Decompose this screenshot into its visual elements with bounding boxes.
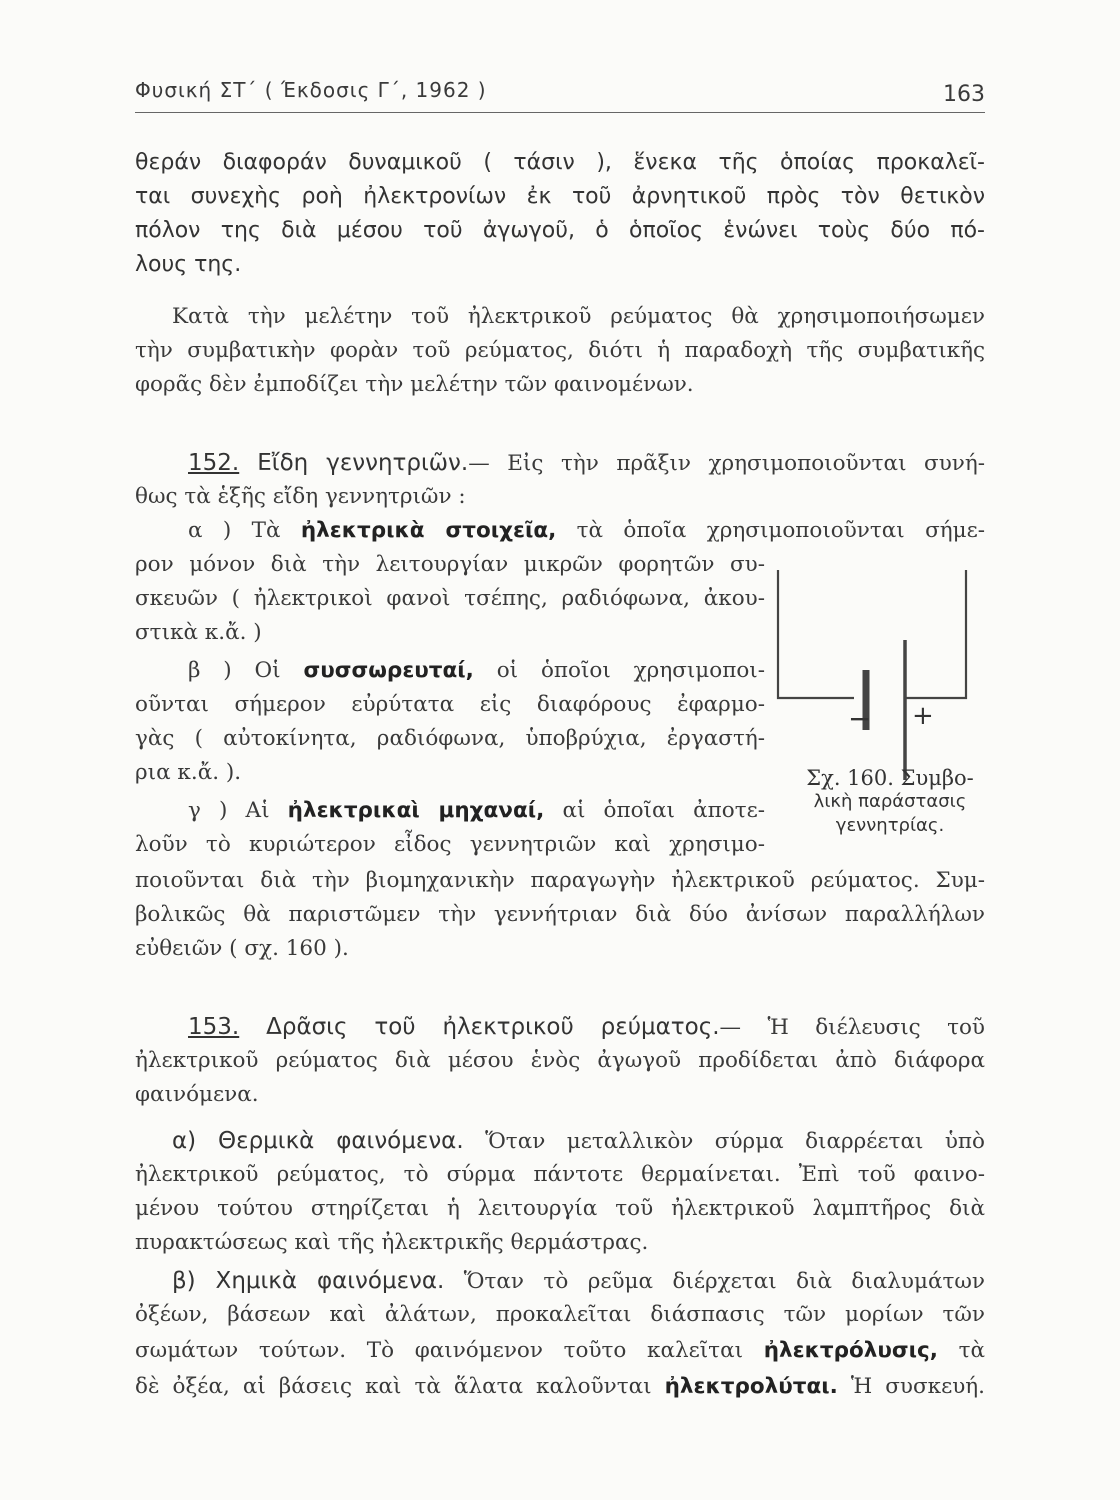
- text-line: λους της.: [135, 252, 242, 277]
- page-number: 163: [943, 82, 985, 107]
- caption-line: Σχ. 160. Συμβο-: [806, 766, 974, 790]
- text-line: ἠλεκτρικοῦ ρεύματος, τὸ σύρμα πάντοτε θερμαίνεται. Ἐπὶ τοῦ φαινο-: [135, 1162, 985, 1187]
- section-152-heading: [188, 448, 985, 479]
- electrolytes-line: [135, 1372, 985, 1402]
- text-line: στικὰ κ.ἄ. ): [135, 620, 262, 645]
- text-line: ται συνεχὴς ροὴ ἠλεκτρονίων ἐκ τοῦ ἀρνητικοῦ πρὸς τὸν θετικὸν: [135, 184, 985, 209]
- text-line: γὰς ( αὐτοκίνητα, ραδιόφωνα, ὑποβρύχια, ἐργαστή-: [135, 726, 765, 751]
- item-text: τὰ ὁποῖα χρησιμοποιοῦνται σήμε-: [576, 518, 985, 543]
- item-c-line: [188, 796, 765, 826]
- chemical-effects-line: [172, 1266, 985, 1297]
- item-label: α ) Τὰ: [188, 518, 281, 543]
- minus-sign: −: [848, 702, 872, 735]
- plus-sign: +: [912, 701, 934, 731]
- text-span: σωμάτων τούτων. Τὸ φαινόμενον τοῦτο καλεῖται: [135, 1338, 744, 1363]
- text-line: ἠλεκτρικοῦ ρεύματος διὰ μέσου ἑνὸς ἀγωγοῦ προδίδεται ἀπὸ διάφορα: [135, 1048, 985, 1073]
- section-number: 153.: [188, 1014, 240, 1040]
- item-text: αἱ ὁποῖαι ἀποτε-: [562, 798, 765, 823]
- generator-symbol-figure: [770, 560, 990, 790]
- text-line: φορᾶς δὲν ἐμποδίζει τὴν μελέτην τῶν φαινομένων.: [135, 372, 694, 397]
- right-wire: [905, 570, 966, 698]
- running-header: [135, 78, 985, 113]
- item-label: γ ) Αἱ: [188, 798, 270, 823]
- bold-term: ἠλεκτρικαὶ μηχαναί,: [287, 798, 545, 823]
- text-line: εὐθειῶν ( σχ. 160 ).: [135, 936, 349, 961]
- section-intro: — Εἰς τὴν πρᾶξιν χρησιμοποιοῦνται συνή-: [468, 451, 986, 476]
- text-line: φαινόμενα.: [135, 1082, 259, 1107]
- figure-caption: [790, 766, 990, 838]
- section-intro: — Ἡ διέλευσις τοῦ: [719, 1015, 985, 1040]
- text-line: ρια κ.ἄ. ).: [135, 760, 242, 785]
- thermal-effects-line: [172, 1126, 985, 1157]
- text-line: τὴν συμβατικὴν φορὰν τοῦ ρεύματος, διότι ἡ παραδοχὴ τῆς συμβατικῆς: [135, 338, 985, 363]
- text-line: σκευῶν ( ἠλεκτρικοὶ φανοὶ τσέπης, ραδιόφωνα, ἀκου-: [135, 586, 765, 611]
- section-title: Εἴδη γεννητριῶν.: [257, 450, 469, 476]
- subheading-text: Ὅταν τὸ ρεῦμα διέρχεται διὰ διαλυμάτων: [463, 1269, 985, 1294]
- text-span: Ἡ συσκευή.: [850, 1374, 986, 1399]
- section-title: Δρᾶσις τοῦ ἠλεκτρικοῦ ρεύματος.: [266, 1014, 720, 1040]
- left-wire: [778, 570, 854, 698]
- text-line: ρον μόνον διὰ τὴν λειτουργίαν μικρῶν φορητῶν συ-: [135, 552, 765, 577]
- text-line: μένου τούτου στηρίζεται ἡ λειτουργία τοῦ ἠλεκτρικοῦ λαμπτῆρος διὰ: [135, 1196, 985, 1221]
- subheading: β) Χημικὰ φαινόμενα.: [172, 1268, 445, 1294]
- section-number: 152.: [188, 450, 240, 476]
- text-line: θεράν διαφοράν δυναμικοῦ ( τάσιν ), ἕνεκα τῆς ὁποίας προκαλεῖ-: [135, 150, 985, 175]
- text-line: βολικῶς θὰ παριστῶμεν τὴν γεννήτριαν διὰ δύο ἀνίσων παραλλήλων: [135, 902, 985, 927]
- text-span: δὲ ὀξέα, αἱ βάσεις καὶ τὰ ἅλατα καλοῦνται: [135, 1374, 652, 1399]
- text-line: ὀξέων, βάσεων καὶ ἀλάτων, προκαλεῖται διάσπασις τῶν μορίων τῶν: [135, 1302, 985, 1327]
- caption-line: γεννητρίας.: [835, 815, 945, 836]
- section-153-heading: [188, 1012, 985, 1043]
- text-line: πυρακτώσεως καὶ τῆς ἠλεκτρικῆς θερμάστρας.: [135, 1230, 649, 1255]
- bold-term: ἠλεκτρολύται.: [664, 1374, 838, 1399]
- item-b-line: [188, 656, 765, 686]
- item-text: οἱ ὁποῖοι χρησιμοποι-: [496, 658, 765, 683]
- bold-term: συσσωρευταί,: [303, 658, 474, 683]
- electrolysis-line: [135, 1336, 985, 1366]
- text-line: Κατὰ τὴν μελέτην τοῦ ἠλεκτρικοῦ ρεύματος θὰ χρησιμοποιήσωμεν: [172, 304, 985, 329]
- running-title: Φυσική ΣΤ΄ ( Έκδοσις Γ΄, 1962 ): [135, 78, 487, 102]
- text-line: πόλον της διὰ μέσου τοῦ ἀγωγοῦ, ὁ ὁποῖος ἑνώνει τοὺς δύο πό-: [135, 218, 985, 243]
- subheading: α) Θερμικὰ φαινόμενα.: [172, 1128, 464, 1154]
- subheading-text: Ὅταν μεταλλικὸν σύρμα διαρρέεται ὑπὸ: [485, 1129, 985, 1154]
- item-label: β ) Οἱ: [188, 658, 281, 683]
- item-a-line: [188, 516, 985, 546]
- text-line: λοῦν τὸ κυριώτερον εἶδος γεννητριῶν καὶ χρησιμο-: [135, 832, 765, 857]
- text-line: θως τὰ ἑξῆς εἴδη γεννητριῶν :: [135, 484, 466, 509]
- bold-term: ἠλεκτρικὰ στοιχεῖα,: [300, 518, 557, 543]
- caption-line: λικὴ παράστασις: [813, 791, 967, 812]
- text-line: ποιοῦνται διὰ τὴν βιομηχανικὴν παραγωγὴν ἠλεκτρικοῦ ρεύματος. Συμ-: [135, 868, 985, 893]
- text-span: τὰ: [958, 1338, 985, 1363]
- bold-term: ἠλεκτρόλυσις,: [763, 1338, 938, 1363]
- text-line: οῦνται σήμερον εὐρύτατα εἰς διαφόρους ἐφαρμο-: [135, 692, 765, 717]
